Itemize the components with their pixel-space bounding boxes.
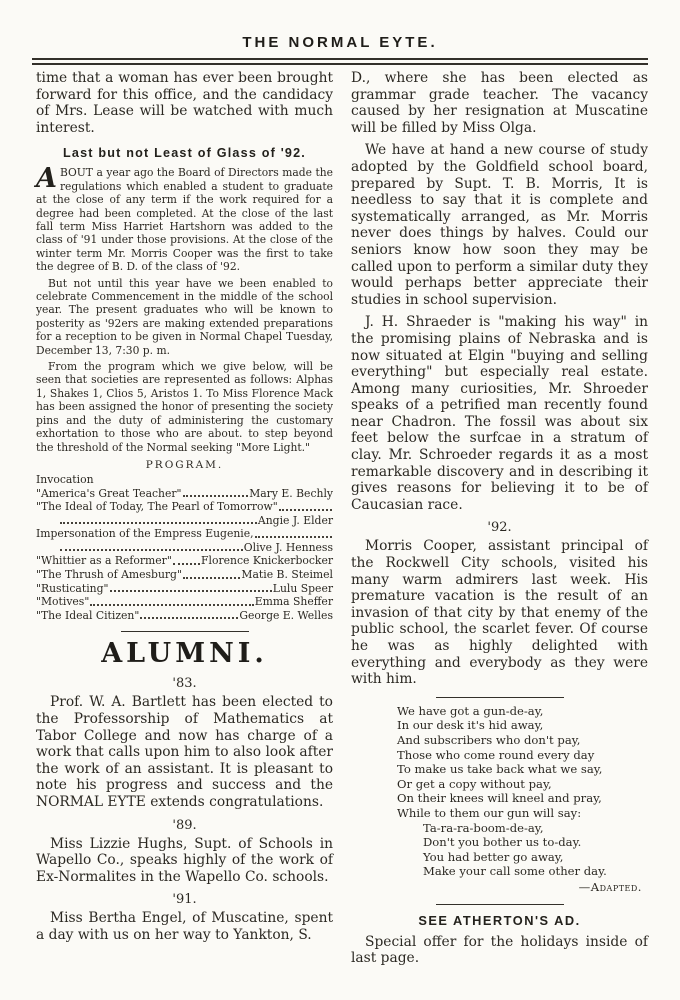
poem-attribution: —Adapted. — [578, 879, 642, 894]
program-item — [36, 527, 333, 541]
poem-line: Those who come round every day — [397, 747, 595, 762]
poem-line: We have got a gun-de-ay, — [397, 703, 544, 718]
right-column — [351, 70, 648, 973]
dot-leader — [110, 590, 272, 592]
year-heading-92: '92. — [487, 520, 512, 536]
section-divider-rule — [436, 904, 564, 905]
dot-leader — [90, 604, 253, 606]
program-item-title: Impersonation of the Empress Eugenie, — [36, 527, 254, 541]
atherton-ad-heading: SEE ATHERTON'S AD. — [418, 912, 581, 928]
poem — [397, 704, 648, 895]
program-item — [36, 595, 333, 609]
section-divider-rule — [121, 631, 249, 632]
dot-leader — [173, 563, 200, 565]
poem-line: Or get a copy without pay, — [397, 776, 552, 791]
article-paragraph-3: From the program which we give below, will be seen that societies are represented as follows: Alphas 1, Shakes 1, Clios 5, Aristos 1. To Miss Florence Mack has been assigned the honor of presenting the society pins and the duty of administering the customary exhortation to those who are about. to step beyond the threshold of the Normal seeking "More Light." — [36, 360, 333, 454]
continuation-paragraph: time that a woman has ever been brought forward for this office, and the candidacy of Mrs. Lease will be watched with much interest. — [36, 70, 333, 136]
poem-line: On their knees will kneel and pray, — [397, 791, 602, 806]
program-item-performer: Olive J. Henness — [243, 540, 333, 554]
program-item-title: "Whittier as a Reformer" — [36, 554, 172, 568]
program-item — [36, 500, 333, 514]
dot-leader — [255, 536, 332, 538]
poem-refrain-line: Make your call some other day. — [423, 864, 607, 879]
program-item — [36, 487, 333, 501]
poem-line: And subscribers who don't pay, — [397, 732, 581, 747]
article-heading: Last but not Least of Glass of '92. — [62, 146, 307, 161]
program-item-performer: Matie B. Steimel — [241, 568, 333, 582]
section-divider-rule — [436, 697, 564, 698]
alumni-section-83 — [36, 676, 333, 810]
alumni-year-heading: '83. — [172, 676, 197, 692]
program-item-performer: George E. Welles — [239, 608, 333, 622]
masthead-title: THE NORMAL EYTE. — [242, 34, 438, 51]
alumni-year-heading: '89. — [172, 817, 197, 833]
program-heading: PROGRAM. — [145, 458, 224, 471]
masthead-double-rule — [32, 58, 648, 65]
program-item-performer: Florence Knickerbocker — [201, 554, 333, 568]
program-item-performer: Mary E. Bechly — [249, 486, 333, 500]
dot-leader — [183, 495, 249, 497]
program-item-title: Invocation — [36, 472, 94, 486]
article-paragraph-2: But not until this year have we been enabled to celebrate Commencement in the middle of the school year. The present graduates who will be known to posterity as '92ers are making extended preparations for a reception to be given in Normal Chapel Tuesday, December 13, 7:30 p. m. — [36, 276, 333, 357]
dot-leader — [60, 522, 257, 524]
alumni-section-91 — [36, 892, 333, 943]
dot-leader — [60, 549, 243, 551]
article-paragraph-1-text: BOUT a year ago the Board of Directors made the regulations which enabled a student to graduate at the close of any term if the work required for a degree had been completed. At the close of the last fall term Miss Harriet Hartshorn was added to the class of '91 under those provisions. At the close of the winter term Mr. Morris Cooper was the first to take the degree of B. D. of the class of '92. — [36, 166, 333, 274]
drop-cap: A — [36, 163, 57, 195]
program-item-title: "Motives" — [36, 595, 90, 609]
alumni-paragraph: Prof. W. A. Bartlett has been elected to the Professorship of Mathematics at Tabor College and now has charge of a work that calls upon him to also look after the work of an assistant. It is pleasant to note his progress and success and the NORMAL EYTE extends congratulations. — [36, 694, 333, 810]
dot-leader — [183, 577, 240, 579]
alumni-paragraph: Miss Bertha Engel, of Muscatine, spent a day with us on her way to Yankton, S. — [36, 910, 333, 943]
program-item-continuation — [36, 514, 333, 528]
poem-refrain-line: Ta-ra-ra-boom-de-ay, — [423, 820, 544, 835]
alumni-section-89 — [36, 818, 333, 886]
dot-leader — [279, 509, 332, 511]
poem-line: To make us take back what we say, — [397, 762, 603, 777]
atherton-ad-text: Special offer for the holidays inside of last page. — [351, 933, 648, 967]
article-paragraph-1 — [36, 163, 333, 274]
alumni-paragraph: Miss Lizzie Hughs, Supt. of Schools in Wapello Co., speaks highly of the work of Ex-Normalites in the Wapello Co. schools. — [36, 835, 333, 885]
alumni-year-heading: '91. — [172, 892, 197, 908]
goldfield-paragraph: We have at hand a new course of study adopted by the Goldfield school board, prepared by Supt. T. B. Morris, It is needless to say that it is complete and systematically arranged, as Mr. Morris never does things by halves. Could our seniors know how soon they may be called upon to perform a similar duty they would perhaps better appreciate their studies in school supervision. — [351, 142, 648, 308]
cooper-paragraph: Morris Cooper, assistant principal of the Rockwell City schools, visited his many warm admirers last week. His premature vacation is the result of an invasion of that city by that enemy of the public school, the scarlet fever. Of course he was as highly delighted with everything and everybody as they were with him. — [351, 538, 648, 688]
program-item — [36, 473, 333, 487]
left-column — [36, 70, 333, 973]
program-item — [36, 582, 333, 596]
program-item-title: "The Thrush of Amesburg" — [36, 568, 182, 582]
poem-refrain-line: Don't you bother us to-day. — [423, 835, 582, 850]
program-item-title: "The Ideal of Today, The Pearl of Tomorrow" — [36, 500, 278, 514]
program-item — [36, 568, 333, 582]
poem-line: While to them our gun will say: — [397, 805, 582, 820]
program-item-title: "The Ideal Citizen" — [36, 608, 140, 622]
program-item-title: "America's Great Teacher" — [36, 486, 182, 500]
program-item-performer: Angie J. Elder — [257, 513, 333, 527]
continuation-paragraph: D., where she has been elected as grammar grade teacher. The vacancy caused by her resignation at Muscatine will be filled by Miss Olga. — [351, 70, 648, 136]
shraeder-paragraph: J. H. Shraeder is "making his way" in the promising plains of Nebraska and is now situated at Elgin "buying and selling everything" but especially real estate. Among many curiosities, Mr. Shroeder speaks of a petrified man recently found near Chadron. The fossil was about six feet below the surfcae in a stratum of clay. Mr. Schroeder regards it as a most remarkable discovery and in describing it gives reasons for believing it to be of Caucasian race. — [351, 314, 648, 513]
program-list — [36, 473, 333, 623]
alumni-heading: ALUMNI. — [101, 638, 268, 670]
two-column-layout — [0, 68, 680, 973]
program-item-title: "Rusticating" — [36, 581, 109, 595]
poem-line: In our desk it's hid away, — [397, 718, 544, 733]
program-item — [36, 609, 333, 623]
program-item — [36, 554, 333, 568]
program-item-performer: Emma Sheffer — [254, 595, 333, 609]
program-item-performer: Lulu Speer — [272, 581, 333, 595]
poem-refrain-line: You had better go away, — [423, 849, 564, 864]
program-item-continuation — [36, 541, 333, 555]
dot-leader — [140, 617, 238, 619]
